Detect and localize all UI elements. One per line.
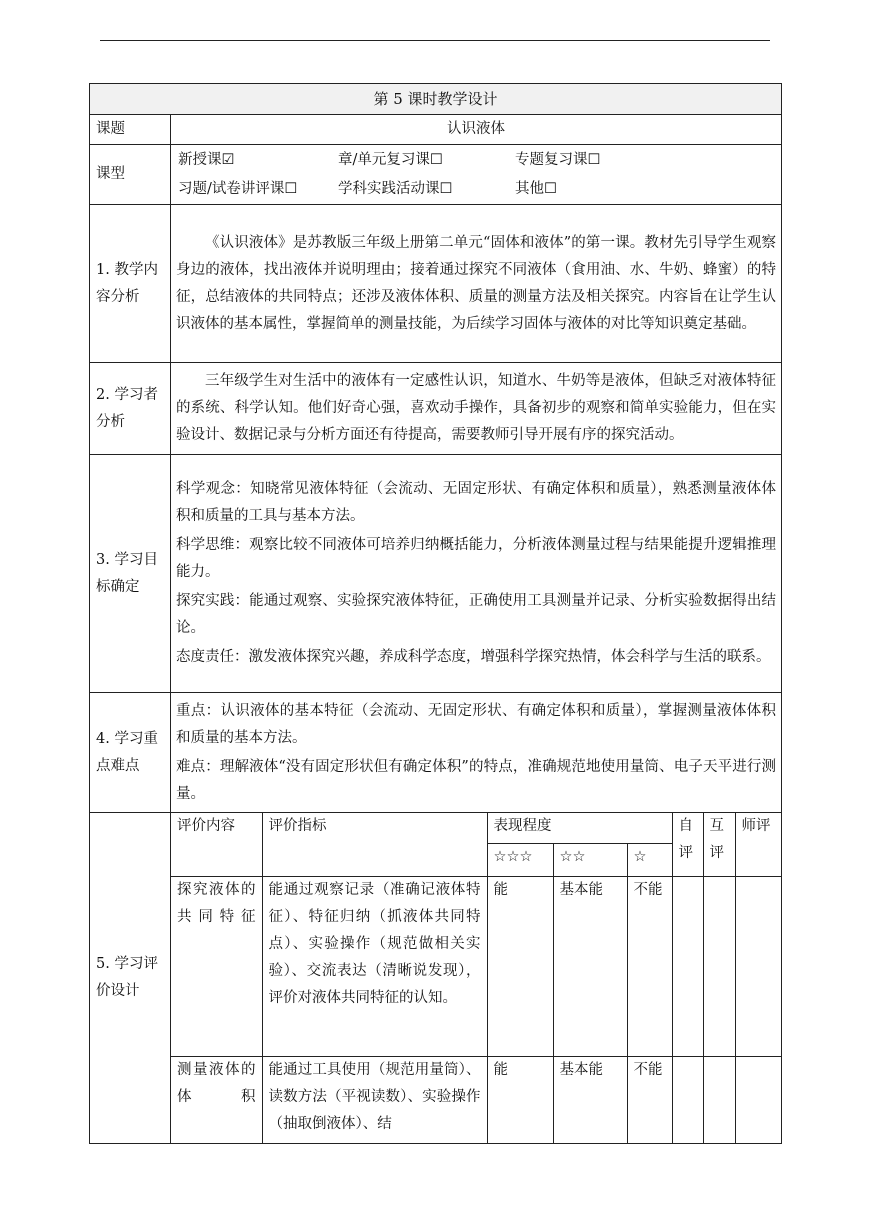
content-analysis-text: 《认识液体》是苏教版三年级上册第二单元“固体和液体”的第一课。教材先引导学生观察身边的液体，找出液体并说明理由；接着通过探究不同液体（食用油、水、牛奶、蜂蜜）的特征，总结液体的共同特点；还涉及液体体积、质量的测量方法及相关探究。内容旨在让学生认识液体的基本属性，掌握简单的测量技能，为后续学习固体与液体的对比等知识奠定基础。 [176, 234, 776, 332]
evaluation-label: 5. 学习评价设计 [90, 813, 171, 1144]
lesson-type-options [171, 145, 782, 205]
lesson-type-option[interactable]: 学科实践活动课☐ [338, 180, 453, 197]
lesson-type-option[interactable]: 习题/试卷讲评课☐ [178, 180, 298, 197]
eval-header-teacher: 师评 [735, 813, 781, 876]
eval-teacher-cell[interactable] [735, 1056, 781, 1143]
key-points-label: 4. 学习重点难点 [90, 693, 171, 813]
eval-row-content: 测量液体的体积 [171, 1056, 262, 1143]
eval-header-indicator: 评价指标 [262, 813, 487, 876]
lesson-type-option[interactable]: 章/单元复习课☐ [338, 151, 443, 168]
lesson-type-option[interactable]: 新授课☑ [178, 151, 235, 168]
eval-row-level: 不能 [627, 1056, 672, 1143]
topic-value: 认识液体 [171, 115, 782, 145]
table-title: 第 5 课时教学设计 [90, 84, 782, 115]
eval-self-cell[interactable] [672, 876, 703, 1056]
lesson-design-table [89, 83, 782, 1144]
eval-teacher-cell[interactable] [735, 876, 781, 1056]
eval-row-level: 能 [487, 876, 553, 1056]
learner-analysis-text: 三年级学生对生活中的液体有一定感性认识，知道水、牛奶等是液体，但缺乏对液体特征的系统、科学认知。他们好奇心强，喜欢动手操作，具备初步的观察和简单实验能力，但在实验设计、数据记录与分析方面还有待提高，需要教师引导开展有序的探究活动。 [176, 373, 776, 443]
eval-row-indicator: 能通过工具使用（规范用量筒）、读数方法（平视读数）、实验操作（抽取倒液体）、结 [262, 1056, 487, 1143]
key-point-item: 难点：理解液体“没有固定形状但有确定体积”的特点，准确规范地使用量筒、电子天平进行测量。 [176, 758, 776, 802]
eval-level-header: ☆ [627, 843, 672, 876]
eval-level-header: ☆☆☆ [487, 843, 553, 876]
eval-peer-cell[interactable] [703, 876, 735, 1056]
eval-peer-cell[interactable] [703, 1056, 735, 1143]
lesson-type-option[interactable]: 专题复习课☐ [515, 151, 601, 168]
lesson-type-option[interactable]: 其他☐ [515, 180, 557, 197]
eval-level-header: ☆☆ [553, 843, 627, 876]
eval-row-level: 能 [487, 1056, 553, 1143]
lesson-type-label: 课型 [90, 145, 171, 205]
eval-row-level: 不能 [627, 876, 672, 1056]
eval-row-level: 基本能 [553, 1056, 627, 1143]
eval-row-content: 探究液体的共同特征 [171, 876, 262, 1056]
objective-item: 科学观念：知晓常见液体特征（会流动、无固定形状、有确定体积和质量），熟悉测量液体体积和质量的工具与基本方法。 [176, 481, 776, 524]
objectives-label: 3. 学习目标确定 [90, 455, 171, 693]
key-point-item: 重点：认识液体的基本特征（会流动、无固定形状、有确定体积和质量），掌握测量液体体积和质量的基本方法。 [176, 702, 776, 746]
objective-item: 探究实践：能通过观察、实验探究液体特征，正确使用工具测量并记录、分析实验数据得出结论。 [176, 593, 776, 636]
eval-row-indicator: 能通过观察记录（准确记液体特征）、特征归纳（抓液体共同特点）、实验操作（规范做相关实验）、交流表达（清晰说发现），评价对液体共同特征的认知。 [262, 876, 487, 1056]
eval-self-cell[interactable] [672, 1056, 703, 1143]
eval-header-performance: 表现程度 [487, 813, 672, 843]
eval-header-content: 评价内容 [171, 813, 262, 876]
page-header-rule [100, 40, 770, 41]
eval-row-level: 基本能 [553, 876, 627, 1056]
objective-item: 态度责任：激发液体探究兴趣，养成科学态度，增强科学探究热情，体会科学与生活的联系。 [176, 649, 771, 665]
evaluation-table [171, 813, 781, 1143]
eval-header-self: 自评 [672, 813, 703, 876]
learner-analysis-label: 2. 学习者分析 [90, 363, 171, 455]
content-analysis-label: 1. 教学内容分析 [90, 205, 171, 363]
eval-header-peer: 互评 [703, 813, 735, 876]
objective-item: 科学思维：观察比较不同液体可培养归纳概括能力，分析液体测量过程与结果能提升逻辑推理能力。 [176, 537, 776, 580]
topic-label: 课题 [90, 115, 171, 145]
